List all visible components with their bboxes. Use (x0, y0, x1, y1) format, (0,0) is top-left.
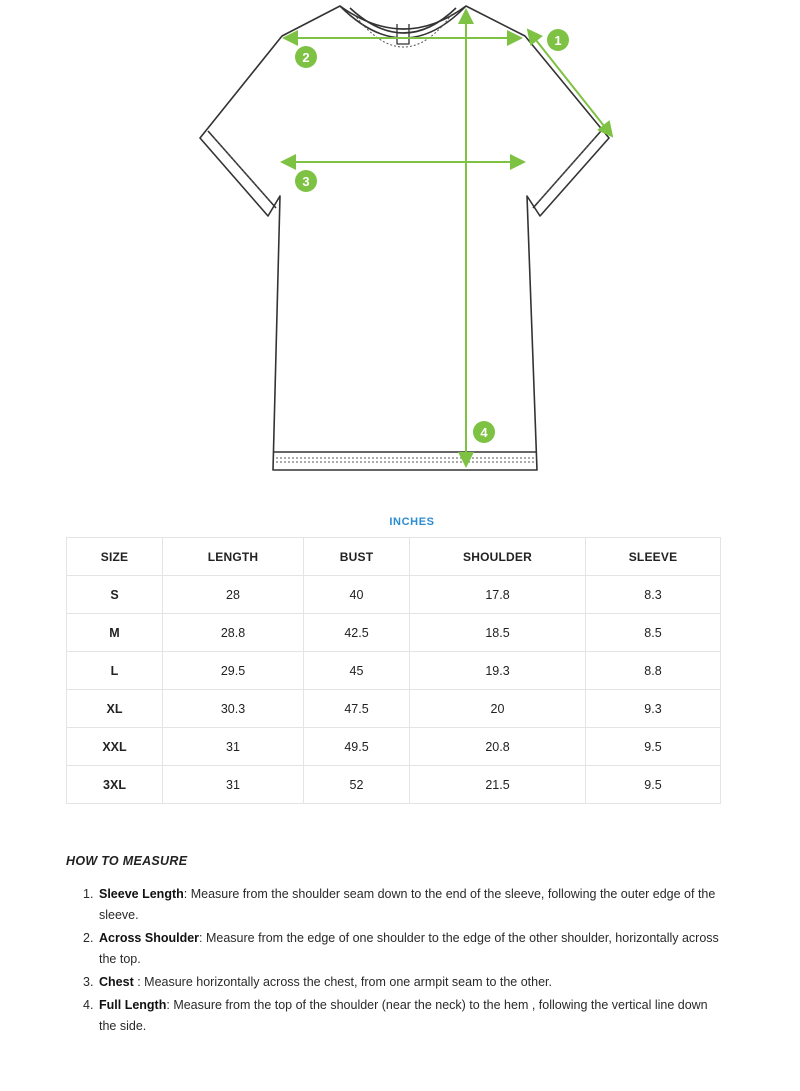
sleeve-cell: 9.5 (586, 766, 721, 804)
table-header-row (67, 538, 721, 576)
header-sleeve: SLEEVE (586, 538, 721, 576)
header-shoulder: SHOULDER (410, 538, 586, 576)
marker-1 (547, 29, 569, 51)
list-item (83, 928, 719, 970)
shoulder-cell: 21.5 (410, 766, 586, 804)
bust-cell: 47.5 (304, 690, 410, 728)
bust-cell: 42.5 (304, 614, 410, 652)
shoulder-cell: 19.3 (410, 652, 586, 690)
step-separator: : (183, 887, 191, 901)
table-row (67, 576, 721, 614)
header-bust: BUST (304, 538, 410, 576)
sleeve-cell: 8.3 (586, 576, 721, 614)
table-row (67, 614, 721, 652)
how-to-measure-list (83, 884, 719, 1039)
sleeve-cell: 9.3 (586, 690, 721, 728)
bust-cell: 45 (304, 652, 410, 690)
list-item (83, 972, 719, 993)
svg-text:1: 1 (554, 33, 562, 48)
shoulder-cell: 20.8 (410, 728, 586, 766)
length-cell: 28 (163, 576, 304, 614)
svg-text:3: 3 (302, 174, 310, 189)
table-row (67, 766, 721, 804)
length-cell: 31 (163, 766, 304, 804)
shoulder-cell: 20 (410, 690, 586, 728)
how-to-measure-heading: HOW TO MEASURE (66, 854, 188, 868)
size-cell: L (67, 652, 163, 690)
step-separator: : (199, 931, 206, 945)
step-number: 2. (83, 931, 94, 945)
marker-3 (295, 170, 317, 192)
length-cell: 30.3 (163, 690, 304, 728)
size-cell: XXL (67, 728, 163, 766)
marker-4 (473, 421, 495, 443)
header-length: LENGTH (163, 538, 304, 576)
sleeve-cell: 9.5 (586, 728, 721, 766)
length-cell: 29.5 (163, 652, 304, 690)
sleeve-cell: 8.5 (586, 614, 721, 652)
list-item (83, 884, 719, 926)
step-text: Measure from the shoulder seam down to the end of the sleeve, following the outer edge of the sleeve. (99, 887, 716, 922)
step-number: 4. (83, 998, 94, 1012)
step-separator: : (166, 998, 174, 1012)
tshirt-outline (200, 6, 609, 470)
length-cell: 28.8 (163, 614, 304, 652)
svg-text:4: 4 (480, 425, 488, 440)
tshirt-measurement-diagram (0, 0, 800, 480)
units-label: INCHES (389, 516, 435, 528)
step-text: Measure from the edge of one shoulder to the edge of the other shoulder, horizontally across the top. (99, 931, 719, 966)
header-size: SIZE (67, 538, 163, 576)
shoulder-cell: 18.5 (410, 614, 586, 652)
length-cell: 31 (163, 728, 304, 766)
size-chart-table (66, 537, 721, 804)
step-number: 3. (83, 975, 94, 989)
shoulder-cell: 17.8 (410, 576, 586, 614)
step-text: Measure from the top of the shoulder (near the neck) to the hem , following the vertical line down the side. (99, 998, 708, 1033)
bust-cell: 49.5 (304, 728, 410, 766)
table-row (67, 728, 721, 766)
table-row (67, 652, 721, 690)
svg-text:2: 2 (302, 50, 310, 65)
step-term: Chest (99, 975, 134, 989)
step-separator: : (133, 975, 145, 989)
sleeve-cell: 8.8 (586, 652, 721, 690)
size-cell: 3XL (67, 766, 163, 804)
step-text: Measure horizontally across the chest, from one armpit seam to the other. (144, 975, 552, 989)
table-row (67, 690, 721, 728)
size-cell: XL (67, 690, 163, 728)
size-cell: M (67, 614, 163, 652)
step-term: Full Length (99, 998, 167, 1012)
list-item (83, 995, 719, 1037)
step-number: 1. (83, 887, 94, 901)
step-term: Across Shoulder (99, 931, 200, 945)
bust-cell: 52 (304, 766, 410, 804)
step-term: Sleeve Length (99, 887, 184, 901)
size-cell: S (67, 576, 163, 614)
bust-cell: 40 (304, 576, 410, 614)
marker-2 (295, 46, 317, 68)
